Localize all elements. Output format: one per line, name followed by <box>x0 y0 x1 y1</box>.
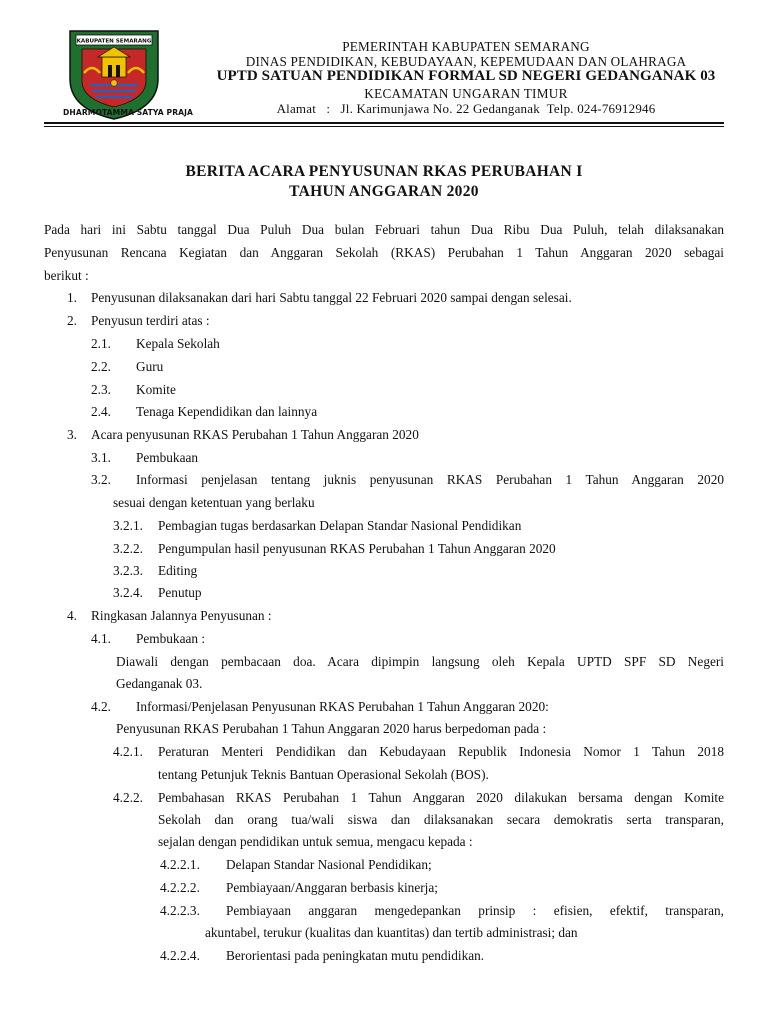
item-4-2-number: 4.2. <box>91 699 111 714</box>
item-2-2-text: Guru <box>136 359 164 374</box>
item-4-1-body-line-1: Diawali dengan pembacaan doa. Acara dipimpin langsung oleh Kepala UPTD SPF SD Negeri <box>116 654 724 669</box>
item-3-1-number: 3.1. <box>91 450 111 465</box>
item-4-2-2-3-text-line-2: akuntabel, terukur (kualitas dan kuantitas) dan tertib administrasi; dan <box>205 925 578 940</box>
item-3-2-4-text: Penutup <box>158 585 202 600</box>
item-3-2-1-number: 3.2.1. <box>113 518 143 533</box>
item-4-2-2-text-line-1: Pembahasan RKAS Perubahan 1 Tahun Anggaran 2020 dilakukan bersama dengan Komite <box>158 790 724 805</box>
item-4-2-2-1-number: 4.2.2.1. <box>160 857 200 872</box>
item-3-2-number: 3.2. <box>91 472 111 487</box>
item-4-2-2-2-number: 4.2.2.2. <box>160 880 200 895</box>
item-2-1-number: 2.1. <box>91 336 111 351</box>
item-4-2-2-2-text: Pembiayaan/Anggaran berbasis kinerja; <box>226 880 438 895</box>
item-2-4-number: 2.4. <box>91 404 111 419</box>
item-3-2-4-number: 3.2.4. <box>113 585 143 600</box>
item-4-2-2-text-line-2: Sekolah dan orang tua/wali siswa dan dilaksanakan secara demokratis serta transparan, <box>158 812 724 827</box>
letterhead-divider-thin <box>44 126 724 127</box>
item-4-text: Ringkasan Jalannya Penyusunan : <box>91 608 272 623</box>
kabupaten-semarang-logo <box>62 27 166 121</box>
item-4-1-number: 4.1. <box>91 631 111 646</box>
item-2-3-text: Komite <box>136 382 176 397</box>
letterhead-address: Alamat : Jl. Karimunjawa No. 22 Gedanganak Telp. 024-76912946 <box>276 101 656 116</box>
document-title-line-2: TAHUN ANGGARAN 2020 <box>289 183 479 200</box>
item-1-number: 1. <box>67 290 77 305</box>
item-2-4-text: Tenaga Kependidikan dan lainnya <box>136 404 318 419</box>
item-3-1-text: Pembukaan <box>136 450 199 465</box>
item-3-2-3-text: Editing <box>158 563 198 578</box>
intro-line-1: Pada hari ini Sabtu tanggal Dua Puluh Dua bulan Februari tahun Dua Ribu Dua Puluh, telah dilaksanakan <box>44 222 724 237</box>
logo-top-text: KABUPATEN SEMARANG <box>76 38 152 45</box>
item-4-2-1-text-line-1: Peraturan Menteri Pendidikan dan Kebudayaan Republik Indonesia Nomor 1 Tahun 2018 <box>158 744 724 759</box>
logo-motto: DHARMOTAMMA SATYA PRAJA <box>63 108 194 117</box>
item-4-2-2-number: 4.2.2. <box>113 790 143 805</box>
item-3-number: 3. <box>67 427 77 442</box>
intro-line-3: berikut : <box>44 268 89 283</box>
item-4-2-2-3-number: 4.2.2.3. <box>160 903 200 918</box>
item-2-3-number: 2.3. <box>91 382 111 397</box>
document-title-line-1: BERITA ACARA PENYUSUNAN RKAS PERUBAHAN I <box>185 163 583 180</box>
item-2-2-number: 2.2. <box>91 359 111 374</box>
item-4-2-1-number: 4.2.1. <box>113 744 143 759</box>
item-4-2-2-4-number: 4.2.2.4. <box>160 948 200 963</box>
letterhead-school-name: UPTD SATUAN PENDIDIKAN FORMAL SD NEGERI GEDANGANAK 03 <box>216 68 716 84</box>
item-3-text: Acara penyusunan RKAS Perubahan 1 Tahun Anggaran 2020 <box>91 427 419 442</box>
letterhead-line-2: DINAS PENDIDIKAN, KEBUDAYAAN, KEPEMUDAAN DAN OLAHRAGA <box>245 54 687 69</box>
item-4-number: 4. <box>67 608 77 623</box>
item-3-2-2-number: 3.2.2. <box>113 541 143 556</box>
item-4-2-2-1-text: Delapan Standar Nasional Pendidikan; <box>226 857 432 872</box>
item-3-2-text-line-1: Informasi penjelasan tentang juknis penyusunan RKAS Perubahan 1 Tahun Anggaran 2020 <box>136 472 724 487</box>
item-4-2-2-text-line-3: sejalan dengan pendidikan untuk semua, mengacu kepada : <box>158 834 473 849</box>
item-3-2-text-line-2: sesuai dengan ketentuan yang berlaku <box>113 495 315 510</box>
item-4-1-text: Pembukaan : <box>136 631 206 646</box>
letterhead-divider-thick <box>44 122 724 124</box>
item-4-2-1-text-line-2: tentang Petunjuk Teknis Bantuan Operasional Sekolah (BOS). <box>158 767 489 782</box>
item-3-2-1-text: Pembagian tugas berdasarkan Delapan Standar Nasional Pendidikan <box>158 518 522 533</box>
item-4-2-2-4-text: Berorientasi pada peningkatan mutu pendidikan. <box>226 948 485 963</box>
item-2-1-text: Kepala Sekolah <box>136 336 220 351</box>
item-3-2-3-number: 3.2.3. <box>113 563 143 578</box>
item-3-2-2-text: Pengumpulan hasil penyusunan RKAS Perubahan 1 Tahun Anggaran 2020 <box>158 541 556 556</box>
item-4-2-body: Penyusunan RKAS Perubahan 1 Tahun Anggaran 2020 harus berpedoman pada : <box>116 721 547 736</box>
item-2-number: 2. <box>67 313 77 328</box>
item-4-2-2-3-text-line-1: Pembiayaan anggaran mengedepankan prinsip : efisien, efektif, transparan, <box>226 903 724 918</box>
intro-line-2: Penyusunan Rencana Kegiatan dan Anggaran Sekolah (RKAS) Perubahan 1 Tahun Anggaran 2020 sebagai <box>44 245 724 260</box>
item-4-1-body-line-2: Gedanganak 03. <box>116 676 203 691</box>
item-4-2-text: Informasi/Penjelasan Penyusunan RKAS Perubahan 1 Tahun Anggaran 2020: <box>136 699 549 714</box>
item-2-text: Penyusun terdiri atas : <box>91 313 210 328</box>
item-1-text: Penyusunan dilaksanakan dari hari Sabtu tanggal 22 Februari 2020 sampai dengan selesai. <box>91 290 572 305</box>
letterhead-line-1: PEMERINTAH KABUPATEN SEMARANG <box>342 39 590 54</box>
letterhead-district: KECAMATAN UNGARAN TIMUR <box>364 86 568 101</box>
